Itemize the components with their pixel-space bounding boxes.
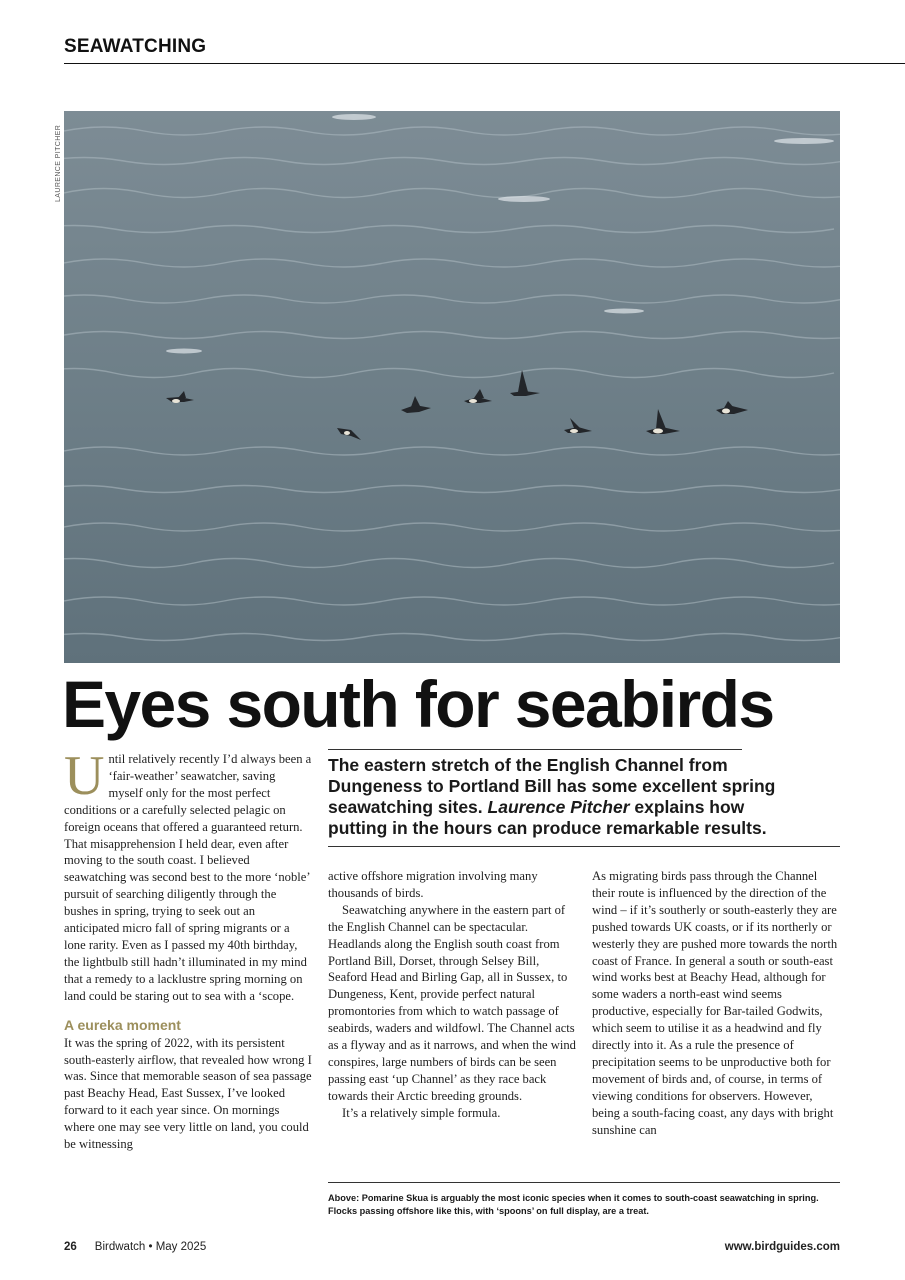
magazine-issue: Birdwatch • May 2025: [94, 1241, 207, 1253]
section-label: SEAWATCHING: [64, 36, 207, 57]
section-rule: [64, 63, 905, 64]
subhead-eureka: A eureka moment: [64, 1016, 181, 1033]
body-column-2: [328, 868, 576, 1122]
paragraph-2-cont: active offshore migration involving many thousands of birds.: [328, 869, 538, 900]
standfirst-bottom-rule: [328, 846, 840, 847]
paragraph-3: Seawatching anywhere in the eastern part of the English Channel can be spectacular. Headlands along the English south coast from Portland Bill, Dorset, through Selsey Bill, Seaford Head and Birling Gap, all in Sussex, to Dungeness, Kent, provide perfect natural promontories from which to watch passage of seabirds, waders and wildfowl. The Channel acts as a flyway and as it narrows, and when the wind conspires, large numbers of birds can be seen passing east ‘up Channel’ as they race back towards their Arctic breeding grounds.: [328, 902, 576, 1103]
paragraph-4: It’s a relatively simple formula.: [342, 1105, 501, 1120]
photo-credit: LAURENCE PITCHER: [55, 124, 62, 202]
website-link[interactable]: www.birdguides.com: [724, 1241, 840, 1253]
paragraph-1: [64, 745, 312, 1005]
page-number: 26: [64, 1241, 77, 1253]
standfirst-author: Laurence Pitcher: [487, 797, 630, 817]
photo-caption: Above: Pomarine Skua is arguably the most iconic species when it comes to south-coast seawatching in spring. Flocks passing offshore like this, with ‘spoons’ on full display, are a treat.: [328, 1193, 819, 1216]
body-column-3: [592, 868, 840, 1139]
standfirst-text-2: explains how putting in the hours can produce remarkable results.: [328, 797, 767, 838]
headline: Eyes south for seabirds: [62, 667, 774, 741]
page-footer: [64, 1241, 840, 1253]
body-column-1: [64, 745, 312, 1153]
standfirst-top-rule: [328, 749, 742, 750]
paragraph-2: It was the spring of 2022, with its persistent south-easterly airflow, that revealed how wrong I was. Since that memorable season of sea passage past Beachy Head, East Sussex, I’ve looked forward to it each year since. On mornings where one may see very little on land, you could be witnessing: [64, 1035, 312, 1152]
drop-cap: U: [64, 745, 105, 807]
caption-rule: [328, 1182, 840, 1183]
seabirds-photo: [64, 111, 840, 663]
standfirst-text-1: The eastern stretch of the English Channel from Dungeness to Portland Bill has some excellent spring seawatching sites.: [328, 755, 776, 817]
standfirst: [328, 755, 798, 839]
paragraph-1-text: ntil relatively recently I’d always been a ‘fair-weather’ seawatcher, saving myself only for the most perfect conditions or a carefully selected pelagic on foreign oceans that offered a guaranteed return. That misapprehension I held dear, even after moving to the south coast. I believed seawatching was second best to the more ‘noble’ pursuit of searching diligently through the bushes in spring, trying to seek out an anticipated micro fall of spring migrants or a lone rarity. Even as I passed my 40th birthday, the lightbulb still hadn’t illuminated in my mind that a remedy to a lacklustre spring morning on land could be staring out to sea with a ‘scope.: [64, 752, 312, 1003]
paragraph-5: As migrating birds pass through the Channel their route is influenced by the direction of the wind – if it’s southerly or south-easterly they are pushed towards UK coasts, or if its northerly or westerly they are pushed more towards the north coast of France. In general a south or south-east wind works best at Beachy Head, although for some waders a north-east wind seems productive, especially for Bar-tailed Godwits, which seem to utilise it as a headwind and fly directly into it. As a rule the presence of precipitation seems to be unproductive both for movement of birds and, of course, in terms of viewing conditions for observers. However, being a south-facing coast, any days with bright sunshine can: [592, 869, 838, 1137]
